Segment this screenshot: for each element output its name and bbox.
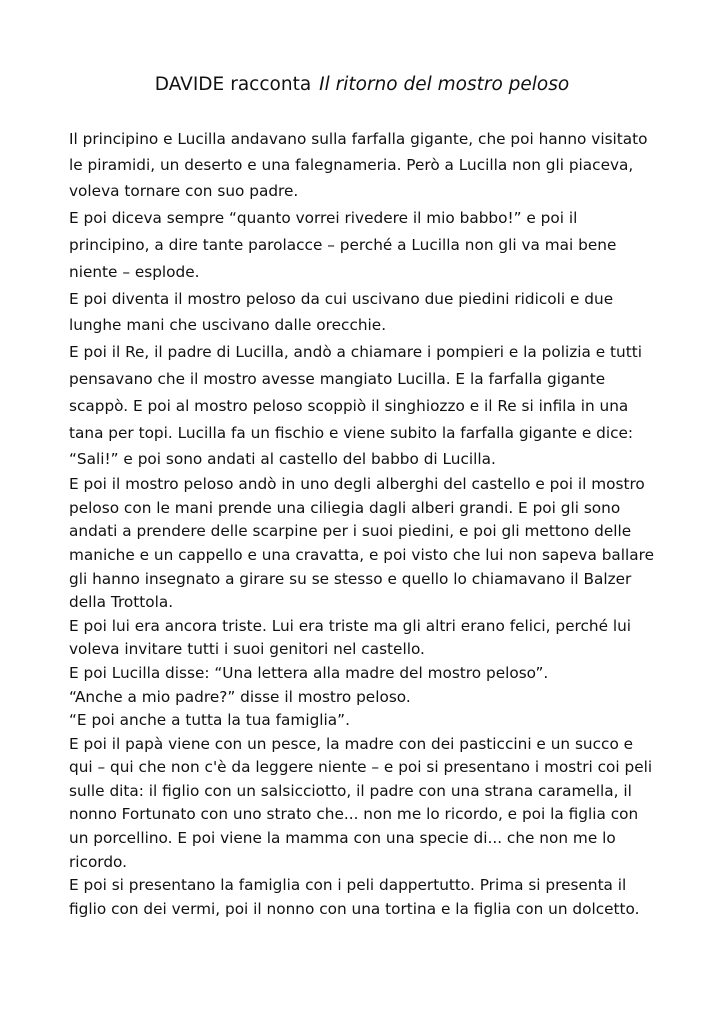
story-body [69,128,669,921]
page-title [0,72,724,98]
title-work: Il ritorno del mostro peloso [319,74,570,95]
text-line: maniche e un cappello e una cravatta, e poi visto che lui non sapeva ballare [69,545,655,564]
text-line: sulle dita: il figlio con un salsicciotto, il padre con una strana caramella, il [69,781,632,800]
text-line: lunghe mani che uscivano dalle orecchie. [69,316,387,335]
text-line: qui – qui che non c'è da leggere niente – e poi si presentano i mostri coi peli [69,758,653,777]
text-line: nonno Fortunato con uno strato che... non me lo ricordo, e poi la figlia con [69,805,639,824]
text-line: della Trottola. [69,593,174,612]
text-line: ricordo. [69,852,127,871]
title-verb: racconta [230,74,312,95]
text-line: “E poi anche a tutta la tua famiglia”. [69,711,350,730]
text-line: un porcellino. E poi viene la mamma con una specie di... che non me lo [69,829,616,848]
text-line: E poi Lucilla disse: “Una lettera alla madre del mostro peloso”. [69,663,549,682]
text-line: peloso con le mani prende una ciliegia dagli alberi grandi. E poi gli sono [69,498,621,517]
text-line: E poi diceva sempre “quanto vorrei rivedere il mio babbo!” e poi il [69,209,578,228]
title-author: DAVIDE [154,74,225,95]
text-line: E poi lui era ancora triste. Lui era triste ma gli altri erano felici, perché lui [69,616,632,635]
text-line: E poi si presentano la famiglia con i peli dappertutto. Prima si presenta il [69,876,627,895]
text-line: E poi il mostro peloso andò in uno degli alberghi del castello e poi il mostro [69,475,645,494]
text-line: gli hanno insegnato a girare su se stesso e quello lo chiamavano il Balzer [69,569,632,588]
text-line: scappò. E poi al mostro peloso scoppiò il singhiozzo e il Re si infila in una [69,396,629,415]
text-line: “Anche a mio padre?” disse il mostro peloso. [69,687,411,706]
text-line: voleva invitare tutti i suoi genitori nel castello. [69,640,425,659]
text-line: niente – esplode. [69,262,200,281]
text-line: E poi il papà viene con un pesce, la madre con dei pasticcini e un succo e [69,734,634,753]
text-line: E poi diventa il mostro peloso da cui uscivano due piedini ridicoli e due [69,289,614,308]
text-line: andati a prendere delle scarpine per i suoi piedini, e poi gli mettono delle [69,522,632,541]
text-line: principino, a dire tante parolacce – perché a Lucilla non gli va mai bene [69,235,617,254]
text-line: pensavano che il mostro avesse mangiato Lucilla. E la farfalla gigante [69,369,606,388]
text-line: le piramidi, un deserto e una falegnameria. Però a Lucilla non gli piaceva, [69,155,634,174]
text-line: figlio con dei vermi, poi il nonno con una tortina e la figlia con un dolcetto. [69,899,640,918]
text-line: E poi il Re, il padre di Lucilla, andò a chiamare i pompieri e la polizia e tutti [69,343,642,362]
text-line: “Sali!” e poi sono andati al castello del babbo di Lucilla. [69,450,496,469]
text-line: voleva tornare con suo padre. [69,182,299,201]
text-line: tana per topi. Lucilla fa un fischio e viene subito la farfalla gigante e dice: [69,423,634,442]
text-line: Il principino e Lucilla andavano sulla farfalla gigante, che poi hanno visitato [69,130,648,148]
